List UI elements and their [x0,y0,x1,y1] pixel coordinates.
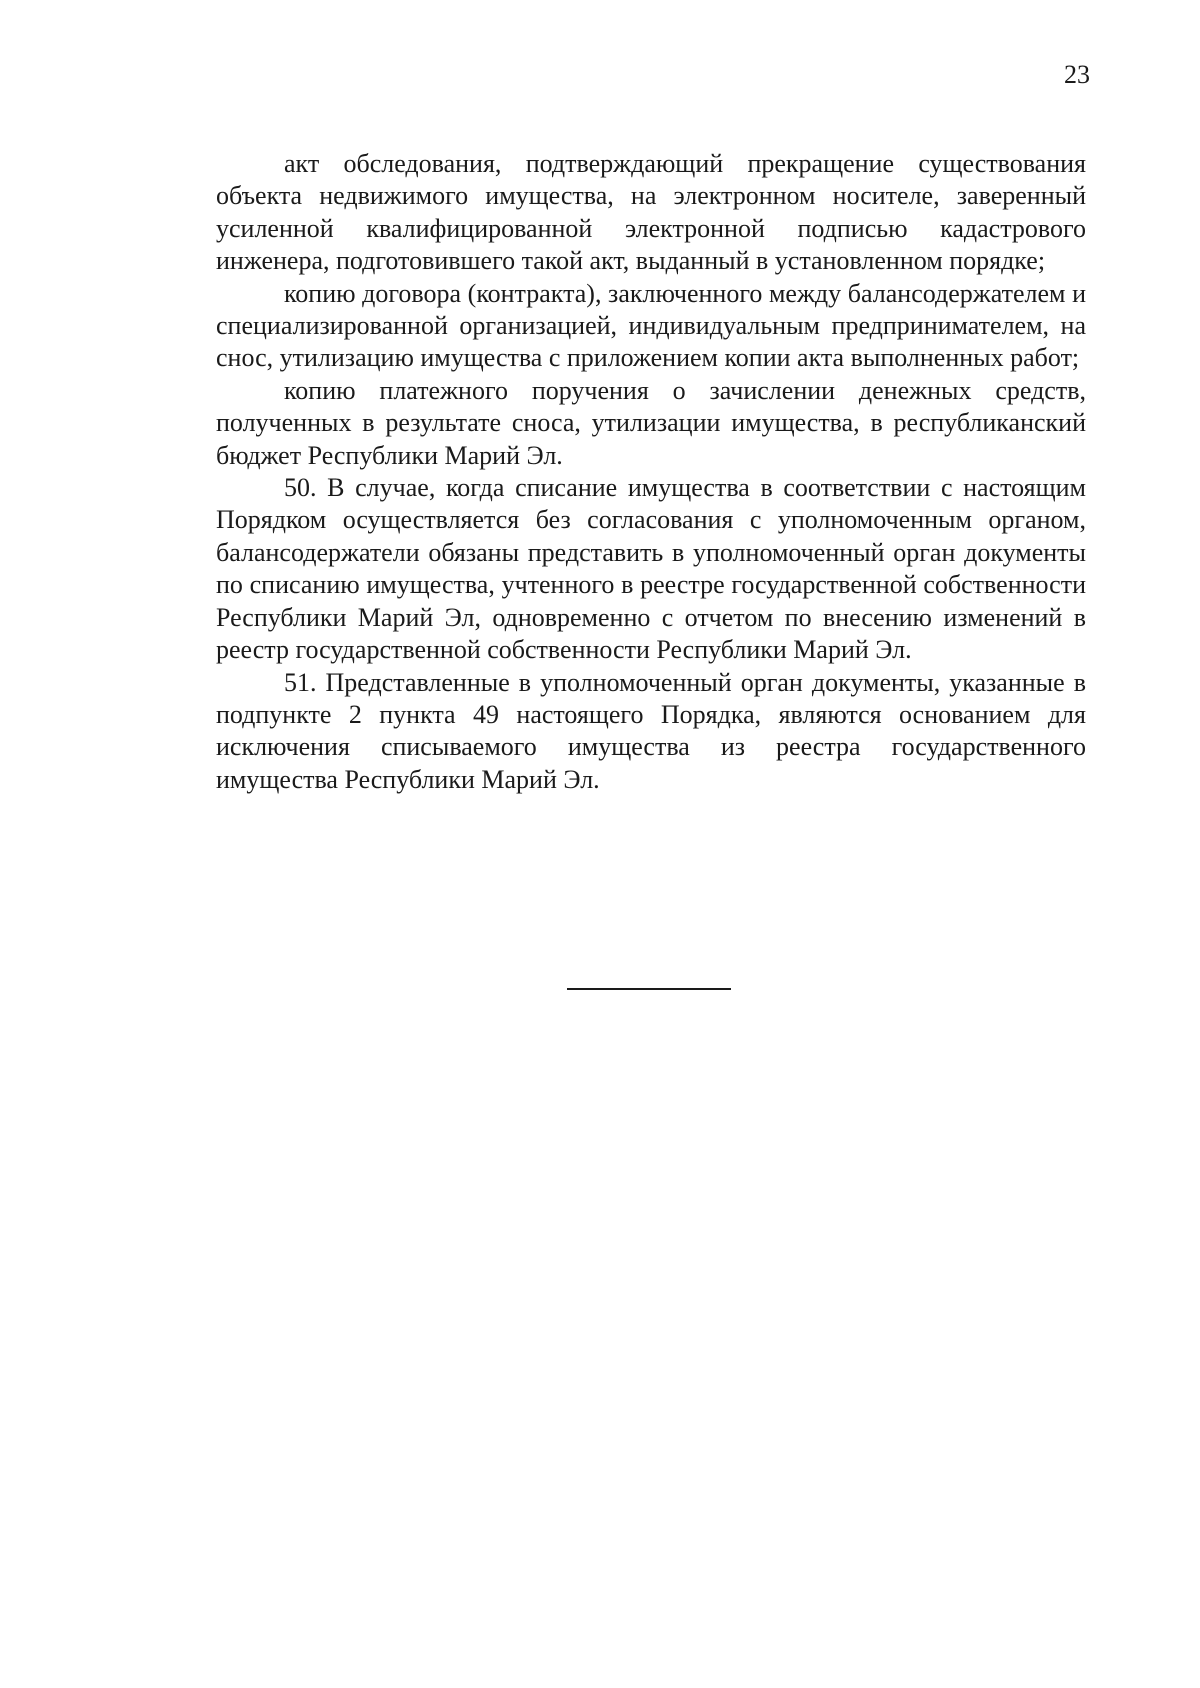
document-body [216,148,1086,796]
paragraph-survey-act: акт обследования, подтверждающий прекращение существования объекта недвижимого имущества, на электронном носителе, заверенный усиленной квалифицированной электронной подписью кадастрового инженера, подготовившего такой акт, выданный в установленном порядке; [216,149,1086,276]
paragraph-item-51: 51. Представленные в уполномоченный орган документы, указанные в подпункте 2 пункта 49 настоящего Порядка, являются основанием для исключения списываемого имущества из реестра государственного имущества Республики Марий Эл. [216,667,1086,794]
end-divider [567,988,731,990]
page-number: 23 [1064,60,1090,89]
paragraph-item-50: 50. В случае, когда списание имущества в соответствии с настоящим Порядком осуществляется без согласования с уполномоченным органом, балансодержатели обязаны представить в уполномоченный орган документы по списанию имущества, учтенного в реестре государственной собственности Республики Марий Эл, одновременно с отчетом по внесению изменений в реестр государственной собственности Республики Марий Эл. [216,473,1086,665]
paragraph-payment-order: копию платежного поручения о зачислении денежных средств, полученных в результате сноса, утилизации имущества, в республиканский бюджет Республики Марий Эл. [216,375,1086,470]
paragraph-contract-copy: копию договора (контракта), заключенного между балансодержателем и специализированной организацией, индивидуальным предпринимателем, на снос, утилизацию имущества с приложением копии акта выполненных работ; [216,278,1086,373]
